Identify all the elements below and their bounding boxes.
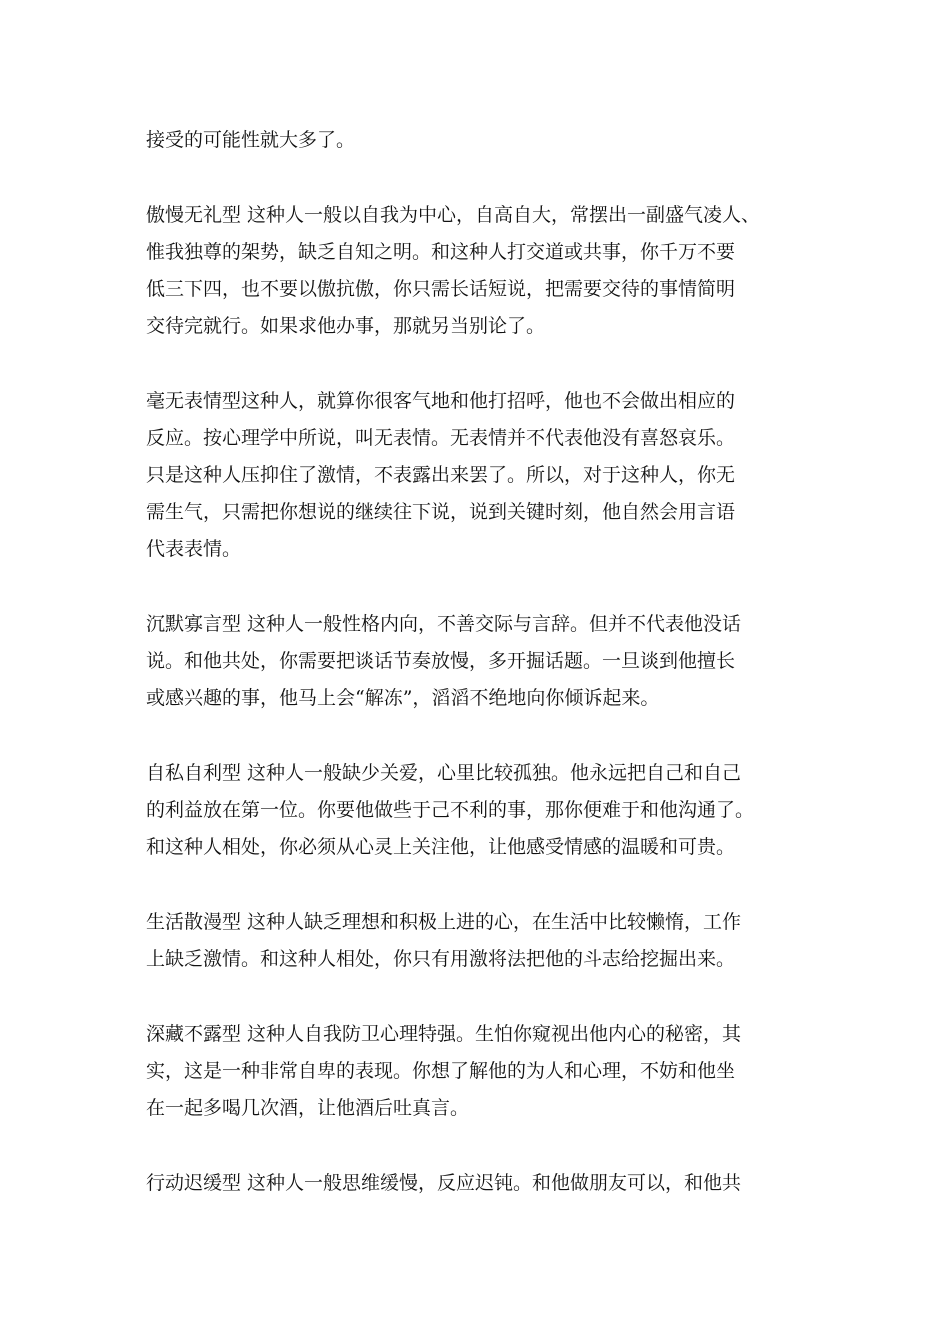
paragraph: [146, 755, 826, 866]
text-line: 实，这是一种非常自卑的表现。你想了解他的为人和心理，不妨和他坐: [146, 1060, 736, 1082]
text-line: 代表表情。: [146, 538, 242, 560]
text-line: 交待完就行。如果求他办事，那就另当别论了。: [146, 315, 546, 337]
text-line: 行动迟缓型 这种人一般思维缓慢，反应迟钝。和他做朋友可以，和他共: [146, 1172, 742, 1194]
text-line: 毫无表情型这种人，就算你很客气地和他打招呼，他也不会做出相应的: [146, 390, 736, 412]
body-text: [146, 122, 826, 1240]
text-line: 上缺乏激情。和这种人相处，你只有用激将法把他的斗志给挖掘出来。: [146, 948, 736, 970]
text-line: 和这种人相处，你必须从心灵上关注他，让他感受情感的温暖和可贵。: [146, 836, 736, 858]
text-line: 深藏不露型 这种人自我防卫心理特强。生怕你窥视出他内心的秘密，其: [146, 1023, 742, 1045]
text-line: 接受的可能性就大多了。: [146, 129, 356, 151]
paragraph: [146, 904, 826, 978]
text-line: 只是这种人压抑住了激情，不表露出来罢了。所以，对于这种人，你无: [146, 464, 736, 486]
text-line: 沉默寡言型 这种人一般性格内向，不善交际与言辞。但并不代表他没话: [146, 613, 742, 635]
text-line: 或感兴趣的事，他马上会“解冻”，滔滔不绝地向你倾诉起来。: [146, 687, 660, 709]
paragraph: [146, 197, 826, 345]
text-line: 反应。按心理学中所说，叫无表情。无表情并不代表他没有喜怒哀乐。: [146, 427, 736, 449]
text-line: 的利益放在第一位。你要他做些于己不利的事，那你便难于和他沟通了。: [146, 799, 755, 821]
text-line: 低三下四，也不要以傲抗傲，你只需长话短说，把需要交待的事情简明: [146, 278, 736, 300]
paragraph: [146, 122, 826, 159]
text-line: 生活散漫型 这种人缺乏理想和积极上进的心，在生活中比较懒惰，工作: [146, 911, 742, 933]
paragraph: [146, 383, 826, 568]
paragraph: [146, 606, 826, 717]
paragraph: [146, 1016, 826, 1127]
text-line: 傲慢无礼型 这种人一般以自我为中心，自高自大，常摆出一副盛气凌人、: [146, 204, 761, 226]
text-line: 说。和他共处，你需要把谈话节奏放慢，多开掘话题。一旦谈到他擅长: [146, 650, 736, 672]
text-line: 需生气，只需把你想说的继续往下说，说到关键时刻，他自然会用言语: [146, 501, 736, 523]
paragraph: [146, 1165, 826, 1202]
text-line: 自私自利型 这种人一般缺少关爱，心里比较孤独。他永远把自己和自己: [146, 762, 742, 784]
text-line: 惟我独尊的架势，缺乏自知之明。和这种人打交道或共事，你千万不要: [146, 241, 736, 263]
text-line: 在一起多喝几次酒，让他酒后吐真言。: [146, 1097, 470, 1119]
